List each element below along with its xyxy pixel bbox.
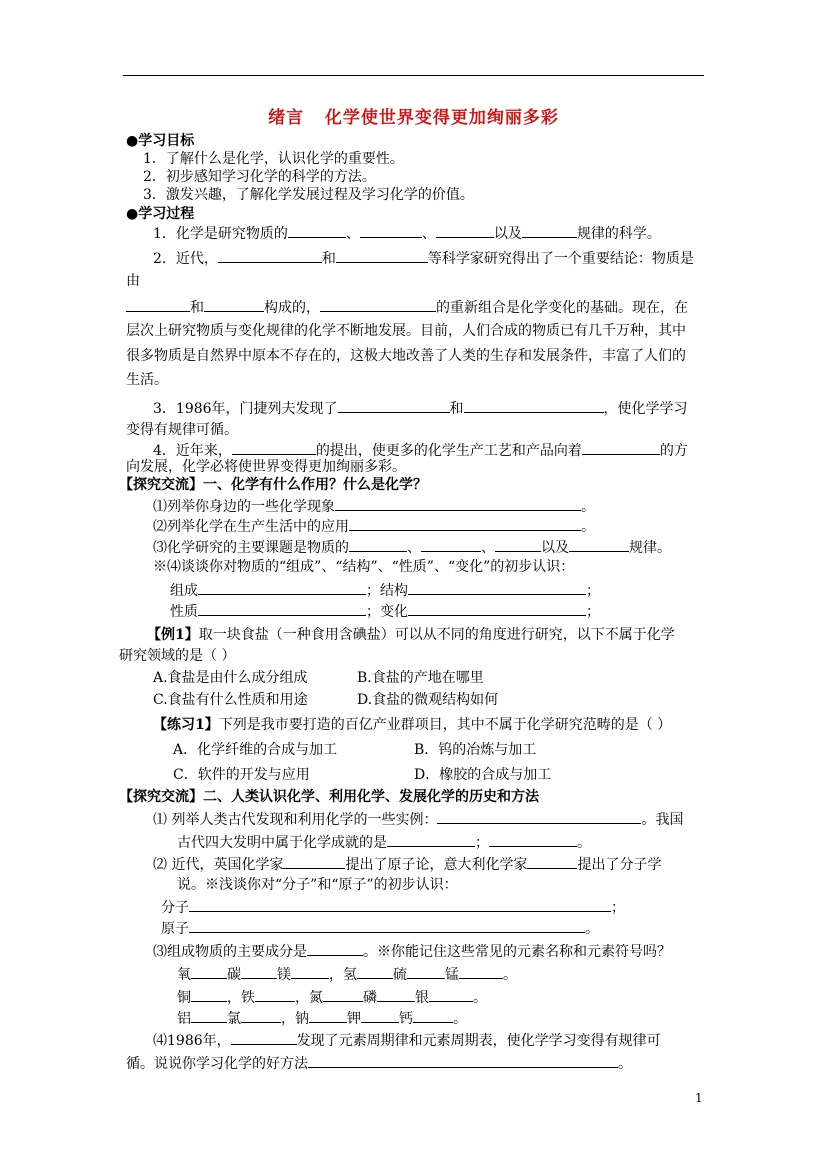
- process-item-3: 3．1986年，门捷列夫发现了 和 ，使化学学习: [153, 398, 688, 418]
- process-item-2-line4: 层次上研究物质与变化规律的化学不断地发展。目前，人们合成的物质已有几千万种，其中: [126, 323, 686, 339]
- practice-option-a[interactable]: A．化学纤维的合成与加工: [173, 742, 338, 758]
- history-q4: ⑷1986年， 发现了元素周期律和元素周期表，使化学学习变得有规律可: [153, 1030, 661, 1050]
- element-row-2: 铜 ，铁 ，氮 磷 银 。: [177, 987, 487, 1007]
- history-q2-cont: 说。※浅谈你对“分子”和“原子”的初步认识：: [177, 877, 458, 893]
- blank[interactable]: [408, 580, 586, 595]
- header-rule: [123, 75, 704, 76]
- blank[interactable]: [408, 601, 586, 616]
- blank[interactable]: [349, 537, 407, 552]
- blank[interactable]: [436, 223, 494, 238]
- blank[interactable]: [527, 854, 577, 869]
- blank[interactable]: [288, 223, 346, 238]
- example-1-cont: 研究领域的是（ ）: [119, 648, 236, 664]
- page-title: 绪言 化学使世界变得更加绚丽多彩: [268, 108, 559, 128]
- example-option-a[interactable]: A.食盐是由什么成分组成: [153, 670, 308, 686]
- explore-q4-row2: 性质 ；变化 ；: [170, 601, 600, 621]
- goal-3: 3．激发兴趣，了解化学发展过程及学习化学的价值。: [143, 187, 474, 203]
- blank[interactable]: [522, 223, 577, 238]
- process-item-4: 4．近年来， 的提出，使更多的化学生产工艺和产品向着 的方: [153, 440, 688, 460]
- history-q2: ⑵ 近代，英国化学家 提出了原子论，意大利化学家 提出了分子学: [153, 854, 661, 874]
- blank[interactable]: [320, 297, 436, 312]
- goal-1: 1．了解什么是化学，认识化学的重要性。: [143, 151, 404, 167]
- blank[interactable]: [437, 809, 641, 824]
- blank[interactable]: [231, 1030, 297, 1045]
- blank[interactable]: [283, 854, 345, 869]
- blank[interactable]: [582, 440, 660, 455]
- section-goal-heading: ●学习目标: [126, 133, 195, 149]
- blank[interactable]: [308, 1053, 618, 1068]
- practice-option-c[interactable]: C．软件的开发与应用: [173, 767, 310, 783]
- explore-q4: ※⑷谈谈你对物质的“组成”、“结构”、“性质”、“变化”的初步认识：: [153, 559, 575, 575]
- history-q1: ⑴ 列举人类古代发现和利用化学的一些实例： 。我国: [153, 809, 683, 829]
- blank[interactable]: [189, 918, 585, 933]
- blank[interactable]: [198, 580, 366, 595]
- page-number: 1: [695, 1091, 703, 1105]
- blank[interactable]: [198, 601, 366, 616]
- history-q3: ⑶组成物质的主要成分是 。※你能记住这些常见的元素名称和元素符号吗？: [153, 941, 671, 961]
- process-item-2: 2．近代， 和 等科学家研究得出了一个重要结论：物质是: [153, 248, 694, 268]
- explore-q2: ⑵列举化学在生产生活中的应用 。: [153, 516, 595, 536]
- molecule-row: 分子 ；: [161, 897, 625, 917]
- atom-row: 原子 。: [161, 918, 599, 938]
- element-row-3: 铝 氯 ，钠 钾 钙 。: [177, 1008, 467, 1028]
- blank[interactable]: [126, 297, 190, 312]
- process-item-1: 1．化学是研究物质的 、 、 以及 规律的科学。: [153, 223, 661, 243]
- blank[interactable]: [349, 516, 581, 531]
- blank[interactable]: [232, 440, 316, 455]
- blank[interactable]: [421, 537, 481, 552]
- section-process-heading: ●学习过程: [126, 206, 195, 222]
- explore-q3: ⑶化学研究的主要课题是物质的 、 、 以及 规律。: [153, 537, 671, 557]
- process-item-2-cont: 由: [126, 273, 140, 289]
- process-item-4-cont: 向发展，化学必将使世界变得更加绚丽多彩。: [126, 459, 406, 475]
- blank[interactable]: [204, 297, 264, 312]
- example-option-d[interactable]: D.食盐的微观结构如何: [357, 692, 499, 708]
- blank[interactable]: [360, 223, 422, 238]
- explore-q1: ⑴列举你身边的一些化学现象 。: [153, 496, 595, 516]
- blank[interactable]: [307, 941, 363, 956]
- practice-option-b[interactable]: B．钨的冶炼与加工: [414, 742, 537, 758]
- blank[interactable]: [489, 832, 577, 847]
- example-1: 【例1】取一块食盐（一种食用含碘盐）可以从不同的角度进行研究，以下不属于化学: [147, 627, 675, 643]
- explore-q4-row1: 组成 ；结构 ；: [170, 580, 600, 600]
- blank[interactable]: [569, 537, 629, 552]
- explore-heading-2: 【探究交流】二、人类认识化学、利用化学、发展化学的历史和方法: [119, 789, 539, 805]
- history-q4-cont: 循。说说你学习化学的好方法 。: [126, 1053, 632, 1073]
- practice-option-d[interactable]: D．橡胶的合成与加工: [414, 767, 552, 783]
- process-item-2-line3: 和 构成的， 的重新组合是化学变化的基础。现在，在: [126, 297, 688, 317]
- blank[interactable]: [338, 398, 450, 413]
- blank[interactable]: [335, 496, 581, 511]
- practice-1: 【练习1】下列是我市要打造的百亿产业群项目，其中不属于化学研究范畴的是（ ）: [153, 717, 672, 733]
- blank[interactable]: [189, 897, 611, 912]
- goal-2: 2．初步感知学习化学的科学的方法。: [143, 169, 376, 185]
- blank[interactable]: [218, 248, 322, 263]
- element-row-1: 氧 碳 镁 ，氢 硫 锰 。: [177, 964, 517, 984]
- explore-heading-1: 【探究交流】一、化学有什么作用？什么是化学？: [119, 477, 427, 493]
- blank[interactable]: [336, 248, 428, 263]
- example-option-c[interactable]: C.食盐有什么性质和用途: [153, 692, 308, 708]
- process-item-2-line6: 生活。: [126, 372, 168, 388]
- history-q1-cont: 古代四大发明中属于化学成就的是 ； 。: [177, 832, 591, 852]
- process-item-3-cont: 变得有规律可循。: [126, 422, 238, 438]
- blank[interactable]: [387, 832, 475, 847]
- blank[interactable]: [464, 398, 604, 413]
- process-item-2-line5: 很多物质是自然界中原本不存在的，这极大地改善了人类的生存和发展条件，丰富了人们的: [126, 348, 686, 364]
- example-option-b[interactable]: B.食盐的产地在哪里: [357, 670, 484, 686]
- blank[interactable]: [495, 537, 541, 552]
